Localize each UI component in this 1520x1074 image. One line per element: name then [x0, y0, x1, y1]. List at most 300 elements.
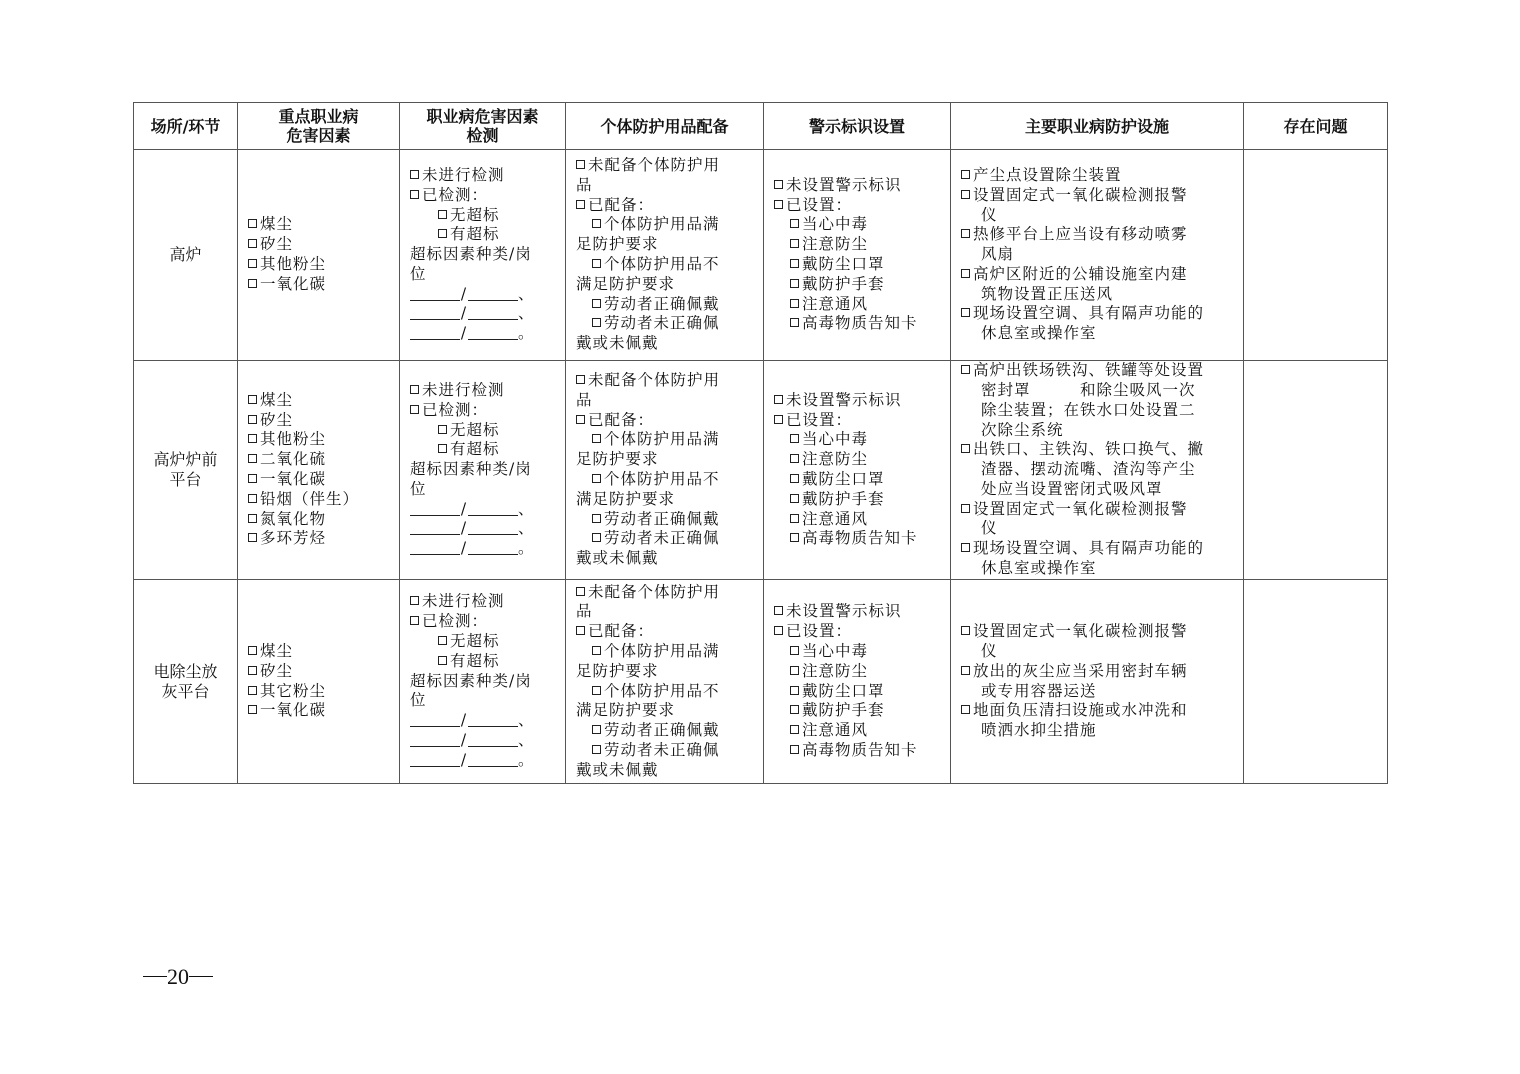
hazard-option	[248, 450, 391, 470]
checkbox-icon[interactable]	[774, 415, 783, 424]
facility-option-cont	[961, 324, 1235, 344]
hazards-cell	[238, 361, 400, 580]
fill-blank-input[interactable]	[410, 542, 460, 555]
ppe-notworn-option-text: 劳动者未正确佩	[604, 529, 720, 548]
sign-option	[774, 741, 942, 761]
checkbox-icon[interactable]	[961, 170, 970, 179]
detection-cell	[400, 580, 566, 784]
checkbox-icon[interactable]	[774, 180, 783, 189]
no-exceed-option-text: 无超标	[450, 205, 500, 224]
checkbox-icon[interactable]	[961, 666, 970, 675]
sign-option	[774, 701, 942, 721]
checkbox-icon[interactable]	[248, 474, 257, 483]
checkbox-icon[interactable]	[576, 415, 585, 424]
fill-blank-input[interactable]	[410, 714, 460, 727]
sign-option-text: 当心中毒	[802, 215, 869, 234]
checkbox-icon[interactable]	[961, 229, 970, 238]
page-number: 20	[143, 964, 213, 990]
signs-set-option-text: 已设置：	[786, 195, 853, 214]
checkbox-icon[interactable]	[248, 533, 257, 542]
checkbox-icon[interactable]	[790, 259, 799, 268]
facility-option	[961, 500, 1235, 520]
facility-option	[961, 304, 1235, 324]
checkbox-icon[interactable]	[248, 705, 257, 714]
exceed-factor-entry	[410, 711, 557, 731]
hazard-option-text: 其他粉尘	[260, 255, 327, 273]
ppe-notmeet-cont-text: 满足防护要求	[576, 701, 676, 720]
fill-blank-input[interactable]	[410, 503, 460, 516]
no-exceed-option-text: 无超标	[450, 632, 500, 650]
ppe-none-option-text: 未配备个体防护用	[588, 371, 721, 390]
facility-option-cont-text: 风扇	[981, 245, 1015, 264]
not-tested-option-text: 未进行检测	[422, 592, 505, 611]
hazard-option	[248, 490, 391, 510]
ppe-worn-option-text: 劳动者正确佩戴	[604, 721, 720, 740]
place-label: 平台	[169, 470, 202, 489]
sign-option-text: 注意通风	[802, 294, 869, 313]
facility-option	[961, 662, 1235, 682]
checkbox-icon[interactable]	[438, 636, 447, 645]
checkbox-icon[interactable]	[248, 239, 257, 248]
signs-none-option-text: 未设置警示标识	[786, 602, 902, 621]
exceed-factor-entry	[410, 539, 557, 559]
slash-separator: /	[460, 284, 468, 303]
checkbox-icon[interactable]	[774, 606, 783, 615]
ppe-none-cont-text: 品	[576, 175, 593, 194]
checkbox-icon[interactable]	[410, 405, 419, 414]
table-header-row	[134, 103, 1388, 150]
facility-option	[961, 225, 1235, 245]
hazard-list	[238, 642, 399, 721]
checkbox-icon[interactable]	[961, 190, 970, 199]
checkbox-icon[interactable]	[961, 308, 970, 317]
exceed-factor-entry	[410, 731, 557, 751]
ppe-meets-option-text: 个体防护用品满	[604, 430, 720, 449]
checkbox-icon[interactable]	[790, 666, 799, 675]
checkbox-icon[interactable]	[592, 725, 601, 734]
checkbox-icon[interactable]	[438, 229, 447, 238]
sign-option	[774, 235, 942, 255]
fill-blank-input[interactable]	[410, 734, 460, 747]
hazards-cell	[238, 150, 400, 361]
checkbox-icon[interactable]	[248, 686, 257, 695]
facility-option-cont-text: 或专用容器运送	[981, 681, 1097, 700]
checkbox-icon[interactable]	[576, 160, 585, 169]
problems-cell[interactable]	[1244, 361, 1388, 580]
ppe-none-option	[576, 371, 755, 391]
fill-blank-input[interactable]	[468, 754, 518, 767]
checkbox-icon[interactable]	[248, 259, 257, 268]
facility-option-text: 产尘点设置除尘装置	[973, 165, 1122, 184]
ppe-notmeet-cont-text: 满足防护要求	[576, 489, 676, 508]
hazard-option	[248, 470, 391, 490]
checkbox-icon[interactable]	[576, 626, 585, 635]
hazard-option-text: 其他粉尘	[260, 430, 327, 449]
facilities-cell	[951, 361, 1244, 580]
checkbox-icon[interactable]	[790, 646, 799, 655]
fill-blank-input[interactable]	[410, 288, 460, 301]
checkbox-icon[interactable]	[248, 666, 257, 675]
exceed-factors-label	[410, 245, 557, 265]
sign-option-text: 戴防护手套	[802, 489, 885, 508]
facility-option-cont	[961, 559, 1235, 579]
sign-option	[774, 430, 942, 450]
tested-option-text: 已检测：	[422, 185, 489, 204]
hazard-option	[248, 642, 391, 662]
facilities-cell	[951, 580, 1244, 784]
sign-option	[774, 510, 942, 530]
ppe-notworn-cont	[576, 761, 755, 781]
exceed-option	[410, 225, 557, 245]
exceed-factor-entry	[410, 285, 557, 305]
header-facilities: 主要职业病防护设施	[951, 103, 1244, 150]
checkbox-icon[interactable]	[438, 656, 447, 665]
entry-separator: 。	[518, 324, 535, 343]
ppe-equipped-option-text: 已配备：	[588, 622, 655, 641]
checkbox-icon[interactable]	[410, 596, 419, 605]
slash-separator: /	[460, 730, 468, 749]
checkbox-icon[interactable]	[592, 533, 601, 542]
hazard-option	[248, 662, 391, 682]
sign-option	[774, 642, 942, 662]
sign-option	[774, 450, 942, 470]
ppe-cell	[566, 150, 764, 361]
ppe-cell	[566, 361, 764, 580]
checkbox-icon[interactable]	[790, 474, 799, 483]
facility-option	[961, 622, 1235, 642]
sign-option-text: 戴防尘口罩	[802, 470, 885, 488]
fill-blank-input[interactable]	[468, 503, 518, 516]
entry-separator: 、	[518, 730, 535, 749]
ppe-none-cont-text: 品	[576, 602, 593, 621]
exceed-option-text: 有超标	[450, 440, 500, 459]
checkbox-icon[interactable]	[248, 494, 257, 503]
facility-option-cont	[961, 245, 1235, 265]
fill-blank-input[interactable]	[468, 734, 518, 747]
ppe-meets-cont	[576, 450, 755, 470]
hazard-option	[248, 701, 391, 721]
no-exceed-option	[410, 206, 557, 226]
checkbox-icon[interactable]	[592, 219, 601, 228]
checkbox-icon[interactable]	[961, 444, 970, 453]
facility-option-cont	[961, 519, 1235, 539]
facility-option-cont	[961, 381, 1235, 401]
hazard-option-text: 矽尘	[260, 235, 294, 254]
fill-blank-input[interactable]	[468, 542, 518, 555]
no-exceed-option	[410, 632, 557, 652]
ppe-worn-option-text: 劳动者正确佩戴	[604, 294, 720, 313]
facility-option-cont	[961, 460, 1235, 480]
ppe-equipped-option	[576, 411, 755, 431]
place-label: 电除尘放	[153, 661, 218, 681]
facilities-cell	[951, 150, 1244, 361]
facility-option	[961, 440, 1235, 460]
checkbox-icon[interactable]	[592, 745, 601, 754]
signs-cell	[764, 580, 951, 784]
ppe-worn-option	[576, 721, 755, 741]
facility-option-cont	[961, 285, 1235, 305]
place-cell	[134, 580, 238, 784]
checkbox-icon[interactable]	[248, 454, 257, 463]
sign-option	[774, 721, 942, 741]
problems-cell[interactable]	[1244, 580, 1388, 784]
header-place: 场所/环节	[134, 103, 238, 150]
hazard-option-text: 多环芳烃	[260, 529, 327, 548]
hazard-option-text: 矽尘	[260, 661, 294, 680]
facility-option-text: 现场设置空调、具有隔声功能的	[973, 304, 1205, 323]
facility-option	[961, 265, 1235, 285]
signs-none-option	[774, 602, 942, 622]
checkbox-icon[interactable]	[410, 190, 419, 199]
sign-option-text: 注意通风	[802, 509, 869, 528]
exceed-factors-label	[410, 480, 557, 500]
checkbox-icon[interactable]	[592, 259, 601, 268]
checkbox-icon[interactable]	[410, 170, 419, 179]
checkbox-icon[interactable]	[592, 474, 601, 483]
facility-option-cont	[961, 642, 1235, 662]
facility-option	[961, 361, 1235, 381]
ppe-notmeet-option-text: 个体防护用品不	[604, 470, 720, 488]
sign-option-text: 高毒物质告知卡	[802, 740, 918, 759]
checkbox-icon[interactable]	[592, 318, 601, 327]
facility-option-cont	[961, 206, 1235, 226]
problems-cell[interactable]	[1244, 150, 1388, 361]
facility-option-cont	[961, 421, 1235, 441]
ppe-equipped-option-text: 已配备：	[588, 195, 655, 214]
hazard-option-text: 一氧化碳	[260, 701, 327, 720]
place-cell	[134, 361, 238, 580]
checkbox-icon[interactable]	[961, 626, 970, 635]
checkbox-icon[interactable]	[576, 375, 585, 384]
fill-blank-input[interactable]	[468, 307, 518, 320]
sign-option	[774, 255, 942, 275]
checkbox-icon[interactable]	[248, 514, 257, 523]
facility-option-cont-text: 密封罩 和除尘吸风一次	[981, 380, 1196, 399]
checkbox-icon[interactable]	[774, 395, 783, 404]
checkbox-icon[interactable]	[592, 686, 601, 695]
tested-option	[410, 401, 557, 421]
checkbox-icon[interactable]	[592, 299, 601, 308]
ppe-none-cont	[576, 176, 755, 196]
ppe-notworn-cont	[576, 334, 755, 354]
checkbox-icon[interactable]	[410, 385, 419, 394]
not-tested-option	[410, 381, 557, 401]
ppe-notworn-option-text: 劳动者未正确佩	[604, 314, 720, 333]
exceed-factors-label	[410, 460, 557, 480]
facility-option-text: 高炉出铁场铁沟、铁罐等处设置	[973, 361, 1205, 380]
checkbox-icon[interactable]	[790, 454, 799, 463]
checkbox-icon[interactable]	[248, 219, 257, 228]
checkbox-icon[interactable]	[961, 365, 970, 374]
facility-option-text: 设置固定式一氧化碳检测报警	[973, 622, 1188, 641]
facility-option-cont-text: 休息室或操作室	[981, 324, 1097, 343]
sign-option-text: 高毒物质告知卡	[802, 314, 918, 333]
checkbox-icon[interactable]	[790, 514, 799, 523]
ppe-notmeet-cont	[576, 490, 755, 510]
ppe-notmeet-cont-text: 满足防护要求	[576, 274, 676, 293]
fill-blank-input[interactable]	[468, 522, 518, 535]
sign-option	[774, 295, 942, 315]
checkbox-icon[interactable]	[790, 705, 799, 714]
checkbox-icon[interactable]	[790, 725, 799, 734]
sign-option-text: 注意防尘	[802, 235, 869, 254]
ppe-notmeet-option	[576, 255, 755, 275]
checkbox-icon[interactable]	[248, 279, 257, 288]
sign-option	[774, 662, 942, 682]
not-tested-option	[410, 592, 557, 612]
entry-separator: 。	[518, 750, 535, 769]
inspection-table	[133, 102, 1388, 784]
sign-option	[774, 490, 942, 510]
checkbox-icon[interactable]	[790, 494, 799, 503]
checkbox-icon[interactable]	[576, 200, 585, 209]
checkbox-icon[interactable]	[961, 504, 970, 513]
checkbox-icon[interactable]	[248, 395, 257, 404]
not-tested-option-text: 未进行检测	[422, 380, 505, 399]
fill-blank-input[interactable]	[468, 714, 518, 727]
checkbox-icon[interactable]	[790, 745, 799, 754]
entry-separator: 。	[518, 539, 535, 558]
checkbox-icon[interactable]	[592, 434, 601, 443]
checkbox-icon[interactable]	[790, 239, 799, 248]
exceed-factor-entry	[410, 751, 557, 771]
header-signs: 警示标识设置	[764, 103, 951, 150]
sign-option-text: 注意防尘	[802, 450, 869, 469]
facility-option	[961, 186, 1235, 206]
hazard-option-text: 氮氧化物	[260, 509, 327, 528]
exceed-factors-label	[410, 672, 557, 692]
exceed-factors-label-text: 位	[410, 264, 427, 283]
checkbox-icon[interactable]	[248, 434, 257, 443]
hazard-option-text: 一氧化碳	[260, 470, 327, 488]
exceed-factors-label-text: 超标因素种类/岗	[410, 245, 532, 264]
sign-option-text: 注意防尘	[802, 661, 869, 680]
slash-separator: /	[460, 499, 468, 518]
ppe-options	[566, 371, 763, 569]
signs-cell	[764, 150, 951, 361]
fill-blank-input[interactable]	[410, 307, 460, 320]
facility-option-cont	[961, 401, 1235, 421]
hazard-option	[248, 510, 391, 530]
slash-separator: /	[460, 711, 468, 730]
facility-option-text: 地面负压清扫设施或水冲洗和	[973, 701, 1188, 720]
hazard-option	[248, 430, 391, 450]
ppe-none-cont-text: 品	[576, 390, 593, 409]
facility-options	[951, 166, 1243, 344]
place-cell	[134, 150, 238, 361]
hazard-option	[248, 682, 391, 702]
exceed-factor-entry	[410, 500, 557, 520]
sign-option-text: 当心中毒	[802, 641, 869, 660]
sign-options	[764, 176, 950, 334]
hazard-option-text: 二氧化硫	[260, 450, 327, 469]
ppe-meets-cont-text: 足防护要求	[576, 661, 659, 680]
exceed-factors-label-text: 位	[410, 479, 427, 498]
checkbox-icon[interactable]	[592, 514, 601, 523]
hazard-option	[248, 215, 391, 235]
ppe-notmeet-cont	[576, 275, 755, 295]
facility-option-text: 热修平台上应当设有移动喷雾	[973, 225, 1188, 244]
signs-set-option-text: 已设置：	[786, 410, 853, 429]
detection-options	[400, 166, 565, 344]
checkbox-icon[interactable]	[790, 533, 799, 542]
checkbox-icon[interactable]	[961, 269, 970, 278]
facility-option-cont	[961, 721, 1235, 741]
facility-option-cont-text: 仪	[981, 519, 998, 538]
checkbox-icon[interactable]	[790, 219, 799, 228]
sign-option-text: 高毒物质告知卡	[802, 529, 918, 548]
checkbox-icon[interactable]	[774, 626, 783, 635]
checkbox-icon[interactable]	[438, 425, 447, 434]
tested-option	[410, 186, 557, 206]
facility-option-text: 高炉区附近的公辅设施室内建	[973, 264, 1188, 283]
sign-option-text: 当心中毒	[802, 430, 869, 449]
no-exceed-option	[410, 421, 557, 441]
facility-option-cont-text: 仪	[981, 641, 998, 660]
sign-options	[764, 602, 950, 760]
checkbox-icon[interactable]	[790, 318, 799, 327]
sign-option-text: 戴防护手套	[802, 274, 885, 293]
slash-separator: /	[460, 304, 468, 323]
slash-separator: /	[460, 519, 468, 538]
checkbox-icon[interactable]	[790, 686, 799, 695]
place-label: 高炉炉前	[153, 450, 218, 469]
checkbox-icon[interactable]	[438, 444, 447, 453]
ppe-notmeet-option	[576, 470, 755, 490]
hazard-list	[238, 215, 399, 294]
facility-option-text: 设置固定式一氧化碳检测报警	[973, 499, 1188, 518]
checkbox-icon[interactable]	[410, 616, 419, 625]
entry-separator: 、	[518, 499, 535, 518]
checkbox-icon[interactable]	[438, 210, 447, 219]
ppe-equipped-option	[576, 196, 755, 216]
checkbox-icon[interactable]	[790, 299, 799, 308]
checkbox-icon[interactable]	[774, 200, 783, 209]
ppe-meets-option	[576, 215, 755, 235]
checkbox-icon[interactable]	[248, 415, 257, 424]
fill-blank-input[interactable]	[468, 288, 518, 301]
ppe-notworn-cont-text: 戴或未佩戴	[576, 760, 659, 779]
place-label: 高炉	[169, 245, 202, 264]
checkbox-icon[interactable]	[790, 434, 799, 443]
ppe-none-cont	[576, 391, 755, 411]
facility-option-cont	[961, 480, 1235, 500]
fill-blank-input[interactable]	[410, 754, 460, 767]
detection-options	[400, 381, 565, 559]
hazard-option-text: 煤尘	[260, 641, 294, 660]
fill-blank-input[interactable]	[410, 327, 460, 340]
checkbox-icon[interactable]	[248, 646, 257, 655]
exceed-factors-label	[410, 265, 557, 285]
ppe-meets-cont-text: 足防护要求	[576, 450, 659, 469]
checkbox-icon[interactable]	[576, 587, 585, 596]
ppe-meets-cont	[576, 235, 755, 255]
fill-blank-input[interactable]	[468, 327, 518, 340]
checkbox-icon[interactable]	[961, 705, 970, 714]
checkbox-icon[interactable]	[592, 646, 601, 655]
sign-option	[774, 215, 942, 235]
tested-option	[410, 612, 557, 632]
checkbox-icon[interactable]	[961, 543, 970, 552]
fill-blank-input[interactable]	[410, 522, 460, 535]
sign-option-text: 戴防尘口罩	[802, 255, 885, 273]
hazard-option	[248, 275, 391, 295]
checkbox-icon[interactable]	[790, 279, 799, 288]
ppe-notmeet-option-text: 个体防护用品不	[604, 255, 720, 273]
ppe-equipped-option	[576, 622, 755, 642]
not-tested-option	[410, 166, 557, 186]
ppe-options	[566, 583, 763, 781]
